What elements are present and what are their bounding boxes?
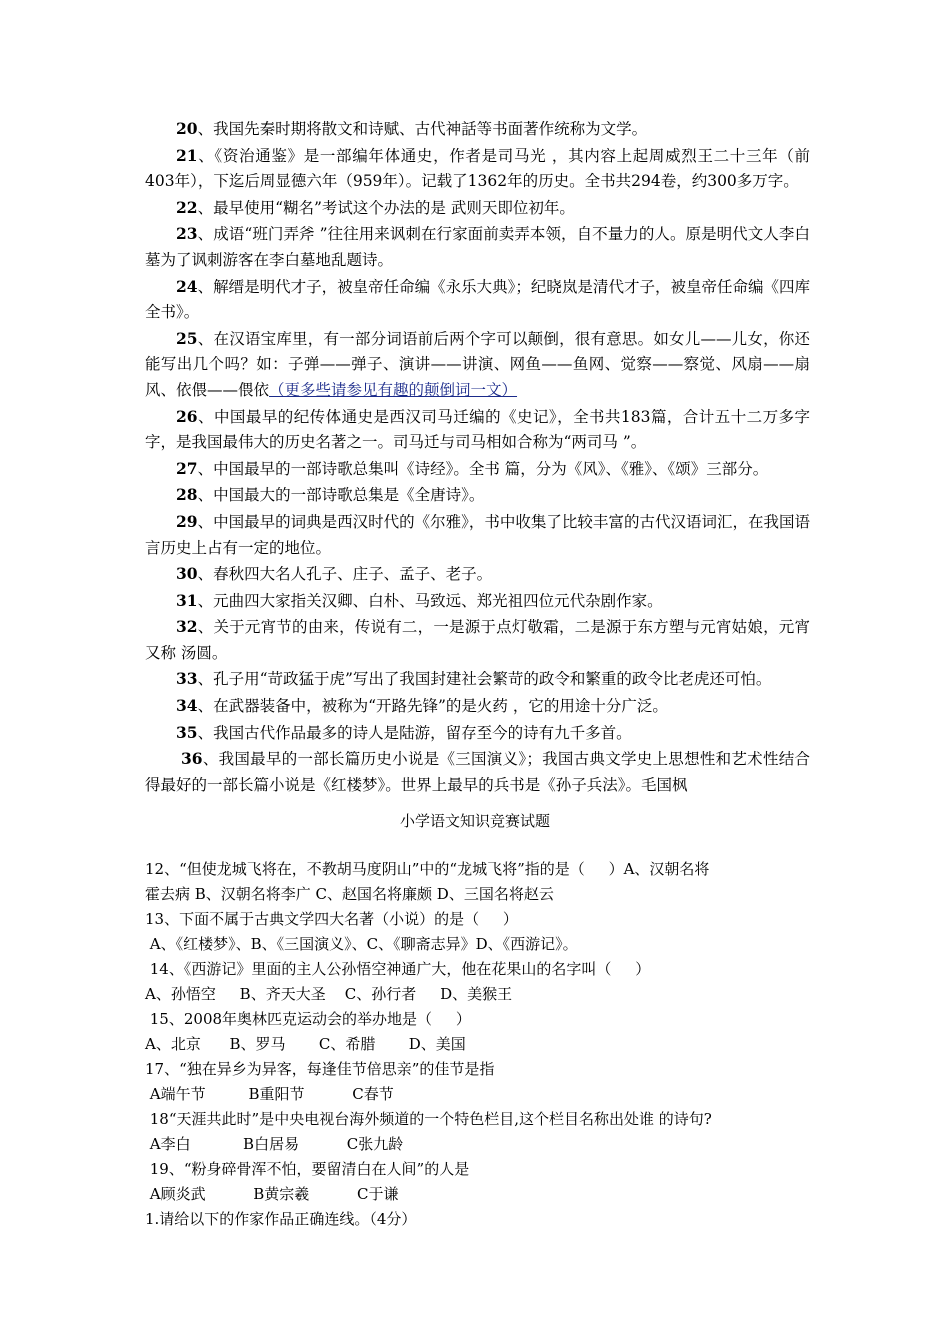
item-number: 25 bbox=[176, 328, 198, 348]
item-text: 、解缙是明代才子，被皇帝任命编《永乐大典》；纪晓岚是清代才子，被皇帝任命编《四库全书》。 bbox=[145, 277, 810, 322]
quiz-line: 17、“独在异乡为异客，每逢佳节倍思亲”的佳节是指 bbox=[145, 1060, 495, 1078]
quiz-line: A李白 B白居易 C张九龄 bbox=[145, 1135, 404, 1153]
quiz-line: 1.请给以下的作家作品正确连线。（4分） bbox=[145, 1210, 417, 1228]
quiz-line: 13、下面不属于古典文学四大名著（小说）的是（ ） bbox=[145, 910, 518, 928]
item-number: 31 bbox=[176, 590, 198, 610]
item-number: 33 bbox=[176, 669, 198, 689]
list-item bbox=[145, 404, 810, 456]
item-text: 、中国最大的一部诗歌总集是《全唐诗》。 bbox=[197, 486, 485, 505]
item-text: 、在武器装备中，被称为“开路先锋”的是火药 ，它的用途十分广泛。 bbox=[197, 697, 668, 716]
item-text: 、春秋四大名人孔子、庄子、孟子、老子。 bbox=[197, 565, 493, 584]
list-item bbox=[145, 561, 810, 588]
item-number: 29 bbox=[176, 511, 198, 531]
list-item bbox=[145, 195, 810, 222]
list-item bbox=[145, 509, 810, 561]
list-item bbox=[145, 221, 810, 273]
item-number: 34 bbox=[176, 696, 198, 716]
list-item bbox=[145, 693, 810, 720]
list-item bbox=[145, 746, 810, 798]
list-item bbox=[145, 143, 810, 195]
item-text: 、元曲四大家指关汉卿、白朴、马致远、郑光祖四位元代杂剧作家。 bbox=[197, 591, 663, 610]
quiz-line: 霍去病 B、汉朝名将李广 C、赵国名将廉颇 D、三国名将赵云 bbox=[145, 885, 554, 903]
item-number: 23 bbox=[176, 224, 198, 244]
item-number: 28 bbox=[176, 485, 198, 505]
item-number: 32 bbox=[176, 617, 198, 637]
item-number: 30 bbox=[176, 564, 198, 584]
item-text: 、关于元宵节的由来，传说有二，一是源于点灯敬霜，二是源于东方塑与元宵姑娘，元宵又称 汤圆。 bbox=[145, 618, 810, 662]
item-text: 、我国最早的一部长篇历史小说是《三国演义》；我国古典文学史上思想性和艺术性结合得最好的一部长篇小说是《红楼梦》。世界上最早的兵书是《孙子兵法》。毛国枫 bbox=[145, 750, 810, 794]
reference-note-link[interactable]: （更多些请参见有趣的颠倒词一文） bbox=[269, 380, 518, 399]
quiz-title: 小学语文知识竞赛试题 bbox=[399, 812, 550, 830]
quiz-line: A顾炎武 B黄宗羲 C于谦 bbox=[145, 1185, 399, 1203]
list-item bbox=[145, 116, 810, 143]
item-number: 20 bbox=[176, 119, 198, 138]
quiz-line: A端午节 B重阳节 C春节 bbox=[145, 1085, 394, 1103]
item-text: 、在汉语宝库里，有一部分词语前后两个字可以颠倒，很有意思。如女儿——儿女，你还能写出几个吗？如：子弹——弹子、演讲——讲演、网鱼——鱼网、觉察——察觉、风扇——扇风、依偎——偎依 bbox=[145, 329, 810, 399]
quiz-line: A、《红楼梦》、B、《三国演义》、C、《聊斋志异》D、《西游记》。 bbox=[145, 935, 578, 953]
quiz-line: 14、《西游记》里面的主人公孙悟空神通广大，他在花果山的名字叫（ ） bbox=[145, 960, 651, 978]
item-text: 、我国古代作品最多的诗人是陆游，留存至今的诗有九千多首。 bbox=[197, 723, 632, 742]
quiz-questions bbox=[145, 857, 815, 1232]
list-item bbox=[145, 666, 810, 693]
item-number: 35 bbox=[176, 722, 198, 742]
quiz-line: 15、2008年奥林匹克运动会的举办地是（ ） bbox=[145, 1010, 471, 1028]
item-number: 21 bbox=[176, 145, 198, 165]
list-item bbox=[145, 274, 810, 326]
item-number: 24 bbox=[176, 276, 198, 296]
item-text: 、我国先秦时期将散文和诗赋、古代神話等书面著作统称为文学。 bbox=[197, 120, 648, 138]
item-text: 、最早使用“糊名”考试这个办法的是 武则天即位初年。 bbox=[197, 198, 575, 217]
item-text: 、中国最早的纪传体通史是西汉司马迁编的《史记》，全书共183篇，合计五十二万多字字，是我国最伟大的历史名著之一。司马迁与司马相如合称为“两司马 ”。 bbox=[145, 407, 810, 452]
item-text: 、成语“班门弄斧 ”往往用来讽刺在行家面前卖弄本领，自不量力的人。原是明代文人李白墓为了讽刺游客在李白墓地乱题诗。 bbox=[145, 225, 810, 269]
item-text: 、中国最早的一部诗歌总集叫《诗经》。全书 篇，分为《风》、《雅》、《颂》三部分。 bbox=[197, 459, 769, 478]
item-number: 36 bbox=[181, 749, 203, 769]
item-number: 27 bbox=[176, 458, 198, 478]
list-item bbox=[145, 614, 810, 666]
quiz-line: 12、“但使龙城飞将在，不教胡马度阴山”中的“龙城飞将”指的是（ ）A、汉朝名将 bbox=[145, 860, 710, 878]
quiz-line: A、孙悟空 B、齐天大圣 C、孙行者 D、美猴王 bbox=[145, 985, 513, 1003]
list-item bbox=[145, 482, 810, 509]
list-item bbox=[145, 720, 810, 747]
list-item bbox=[145, 456, 810, 483]
quiz-line: 18“天涯共此时”是中央电视台海外频道的一个特色栏目,这个栏目名称出处谁 的诗句? bbox=[145, 1110, 712, 1128]
item-text: 、孔子用“苛政猛于虎”写出了我国封建社会繁苛的政令和繁重的政令比老虎还可怕。 bbox=[197, 670, 772, 689]
list-item bbox=[145, 326, 810, 404]
item-text: 、《资治通鉴》是一部编年体通史，作者是司马光 ，其内容上起周威烈王二十三年（前403年），下迄后周显德六年（959年）。记载了1362年的历史。全书共294卷，约300多万字。 bbox=[145, 146, 810, 191]
item-text: 、中国最早的词典是西汉时代的《尔雅》，书中收集了比较丰富的古代汉语词汇，在我国语言历史上占有一定的地位。 bbox=[145, 512, 810, 557]
list-item bbox=[145, 588, 810, 615]
quiz-line: A、北京 B、罗马 C、希腊 D、美国 bbox=[145, 1035, 466, 1053]
quiz-line: 19、“粉身碎骨浑不怕，要留清白在人间”的人是 bbox=[145, 1160, 470, 1178]
item-number: 22 bbox=[176, 197, 198, 217]
knowledge-list bbox=[145, 116, 810, 798]
item-number: 26 bbox=[176, 406, 198, 426]
